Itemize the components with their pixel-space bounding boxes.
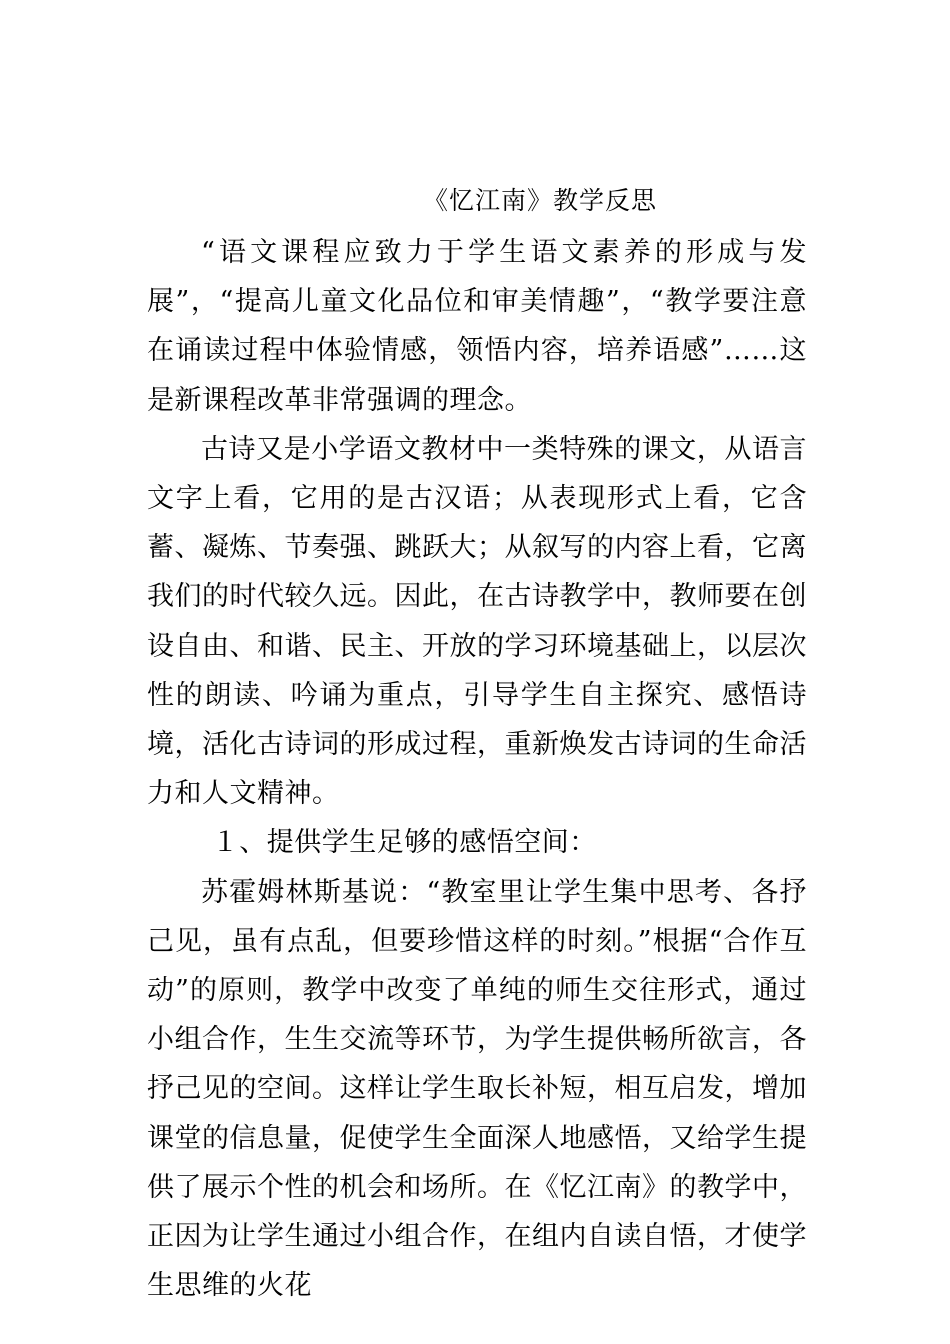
section-heading-1: １、提供学生足够的感悟空间： xyxy=(211,827,597,859)
document-title: 《忆江南》教学反思 xyxy=(422,186,657,215)
paragraph-ancient-poetry: 古诗又是小学语文教材中一类特殊的课文，从语言文字上看，它用的是古汉语；从表现形式上看，它含蓄、凝炼、节奏强、跳跃大；从叙写的内容上看，它离我们的时代较久远。因此，在古诗教学中，教师要在创设自由、和谐、民主、开放的学习环境基础上，以层次性的朗读、吟诵为重点，引导学生自主探究、感悟诗境，活化古诗词的形成过程，重新焕发古诗词的生命活力和人文精神。 xyxy=(147,433,807,810)
paragraph-intro: “语文课程应致力于学生语文素养的形成与发展”，“提高儿童文化品位和审美情趣”，“教学要注意在诵读过程中体验情感，领悟内容，培养语感”……这是新课程改革非常强调的理念。 xyxy=(147,237,807,416)
document-body xyxy=(147,228,807,1310)
paragraph-suhomlinsky: 苏霍姆林斯基说：“教室里让学生集中思考、各抒己见，虽有点乱，但要珍惜这样的时刻。”根据“合作互动”的原则，教学中改变了单纯的师生交往形式，通过小组合作，生生交流等环节，为学生提供畅所欲言，各抒己见的空间。这样让学生取长补短，相互启发，增加课堂的信息量，促使学生全面深人地感悟，又给学生提供了展示个性的机会和场所。在《忆江南》的教学中，正因为让学生通过小组合作，在组内自读自悟，才使学生思维的火花 xyxy=(147,876,807,1302)
